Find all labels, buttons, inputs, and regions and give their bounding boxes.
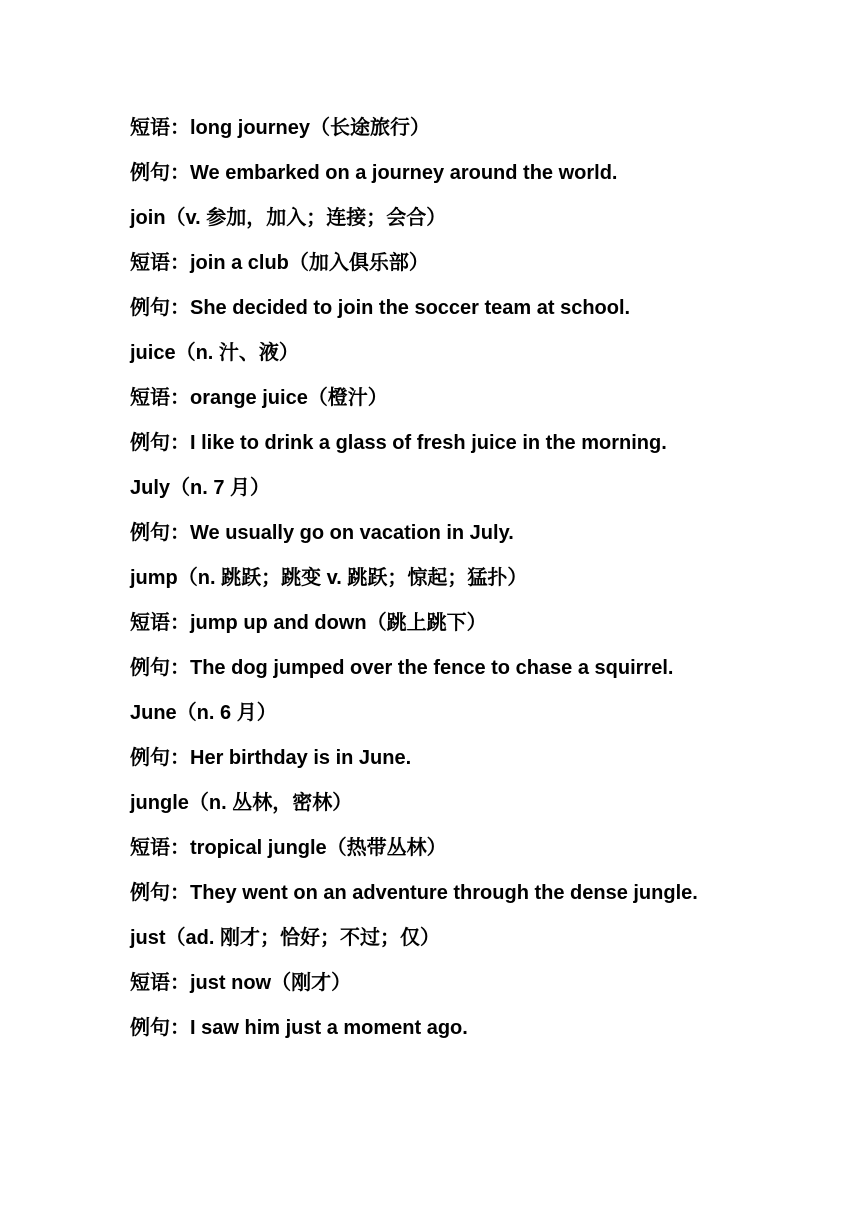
example-line: 例句：We usually go on vacation in July.: [130, 522, 514, 544]
phrase-line: 短语：tropical jungle（热带丛林）: [130, 837, 447, 859]
vocabulary-list: [130, 106, 830, 1051]
phrase-line: 短语：orange juice（橙汁）: [130, 387, 388, 409]
phrase-line: 短语：just now（刚才）: [130, 972, 352, 994]
phrase-line: 短语：join a club（加入俱乐部）: [130, 252, 429, 274]
word-entry: June（n. 6 月）: [130, 702, 277, 724]
phrase-line: 短语：jump up and down（跳上跳下）: [130, 612, 487, 634]
example-line: 例句：We embarked on a journey around the world.: [130, 162, 618, 184]
example-line: 例句：I saw him just a moment ago.: [130, 1017, 468, 1039]
phrase-line: 短语：long journey（长途旅行）: [130, 117, 430, 139]
word-entry: just（ad. 刚才；恰好；不过；仅）: [130, 927, 441, 949]
example-line: 例句：They went on an adventure through the dense jungle.: [130, 882, 698, 904]
example-line: 例句：Her birthday is in June.: [130, 747, 412, 769]
example-line: 例句：She decided to join the soccer team at school.: [130, 297, 631, 319]
word-entry: jungle（n. 丛林，密林）: [130, 792, 353, 814]
word-entry: jump（n. 跳跃；跳变 v. 跳跃；惊起；猛扑）: [130, 567, 528, 589]
word-entry: July（n. 7 月）: [130, 477, 271, 499]
example-line: 例句：I like to drink a glass of fresh juice in the morning.: [130, 432, 667, 454]
example-line: 例句：The dog jumped over the fence to chase a squirrel.: [130, 657, 674, 679]
word-entry: join（v. 参加，加入；连接；会合）: [130, 207, 447, 229]
word-entry: juice（n. 汁、液）: [130, 342, 299, 364]
